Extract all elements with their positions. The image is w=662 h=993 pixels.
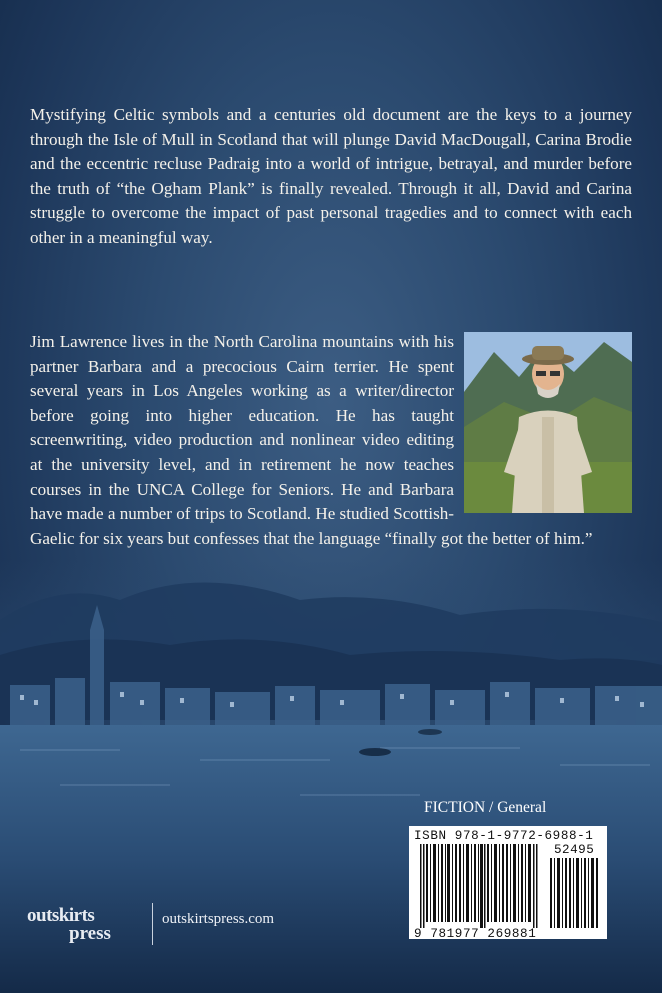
logo-divider [152, 903, 153, 945]
publisher-logo-bottom: press [69, 923, 111, 944]
isbn-text: ISBN 978-1-9772-6988-1 [414, 829, 594, 843]
author-photo [464, 332, 632, 513]
author-bio-text: Jim Lawrence lives in the North Carolina mountains with his partner Barbara and a precocious Cairn terrier. He spent several years in Los Angeles working as a writer/director before going into higher education. He has taught screenwriting, video production and nonlinear video editing at the university level, and in retirement he now teaches courses in the UNCA College for Seniors. He and Barbara have made a number of trips to Scotland. He studied Scottish-Gaelic for six years but confesses that the language “finally got the better of him.” [30, 332, 593, 548]
publisher-website[interactable]: outskirtspress.com [162, 911, 275, 927]
barcode-number: 9 781977 269881 [414, 927, 537, 941]
author-bio [30, 330, 632, 551]
publisher-logo-top: outskirts [27, 905, 95, 926]
book-blurb: Mystifying Celtic symbols and a centuries old document are the keys to a journey through the Isle of Mull in Scotland that will plunge David MacDougall, Carina Brodie and the eccentric recluse Padraig into a world of intrigue, betrayal, and murder before the truth of “the Ogham Plank” is finally revealed. Through it all, David and Carina struggle to overcome the impact of past personal tragedies and to connect with each other in a meaningful way. [30, 105, 632, 247]
barcode-addon-number: 52495 [554, 843, 595, 857]
isbn-barcode [409, 826, 607, 939]
genre-label: FICTION / General [424, 799, 547, 816]
publisher-logo [27, 905, 147, 945]
